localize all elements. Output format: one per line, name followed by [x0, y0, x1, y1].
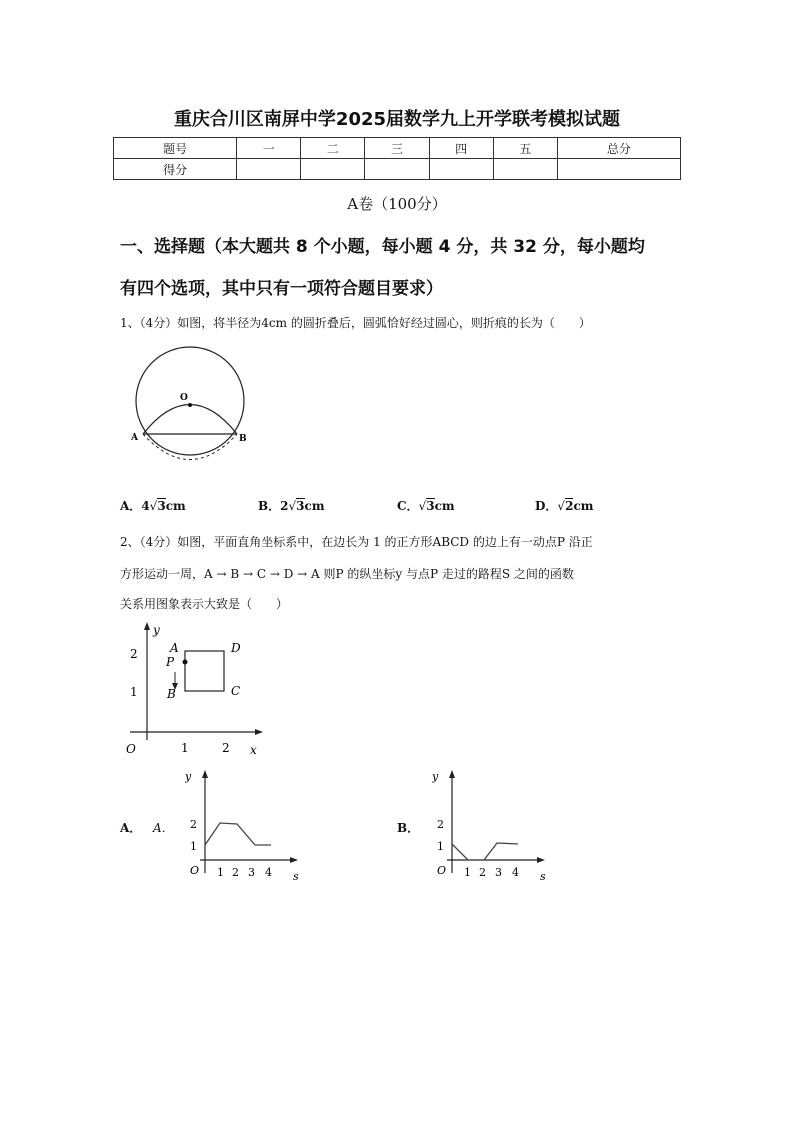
q2-option-a-graph — [185, 768, 305, 883]
center-point — [188, 403, 192, 407]
q1-option-b[interactable]: B．2√3cm — [258, 499, 325, 513]
q1-option-c[interactable]: C．√3cm — [397, 499, 455, 513]
x-tick: 2 — [479, 866, 486, 879]
header-cell: 题号 — [114, 138, 237, 159]
axis-label-x: s — [540, 870, 546, 883]
label-d: D — [231, 641, 241, 655]
q2-option-a-letter[interactable]: A． — [120, 821, 142, 835]
x-tick: 4 — [512, 866, 519, 879]
label-a: A — [131, 433, 138, 443]
square-abcd — [185, 651, 224, 691]
score-table-score-row — [114, 159, 681, 180]
q1-option-d[interactable]: D．√2cm — [535, 499, 594, 513]
y-axis-arrow — [449, 770, 455, 778]
section-heading-line1: 一、选择题（本大题共 8 个小题，每小题 4 分，共 32 分，每小题均 — [120, 237, 645, 257]
row-label: 得分 — [114, 159, 237, 180]
volume-heading: A卷（100分） — [347, 195, 447, 213]
x-tick: 3 — [248, 866, 255, 879]
point-p — [183, 660, 188, 665]
question-2-line1: 2、（4分）如图，平面直角坐标系中，在边长为 1 的正方形ABCD 的边上有一动点P 沿正 — [120, 535, 593, 549]
header-cell: 一 — [237, 138, 301, 159]
header-cell: 三 — [365, 138, 429, 159]
question-2-line2: 方形运动一周，A → B → C → D → A 则P 的纵坐标y 与点P 走过的路程S 之间的函数 — [120, 567, 574, 581]
label-p: P — [166, 655, 175, 669]
y-tick: 2 — [130, 647, 138, 661]
q1-option-a[interactable]: A．4√3cm — [120, 499, 186, 513]
score-table-header-row — [114, 138, 681, 159]
y-tick: 1 — [190, 840, 197, 853]
score-cell[interactable] — [301, 159, 365, 180]
q2-option-b-letter[interactable]: B． — [397, 821, 420, 835]
header-cell: 四 — [429, 138, 493, 159]
x-tick: 2 — [222, 741, 230, 755]
score-cell[interactable] — [365, 159, 429, 180]
x-tick: 2 — [232, 866, 239, 879]
q2-option-a-label: A． — [153, 821, 174, 835]
x-tick: 1 — [464, 866, 471, 879]
score-cell[interactable] — [237, 159, 301, 180]
q1-circle-figure — [125, 345, 255, 460]
axis-label-y: y — [185, 770, 192, 783]
question-2-line3: 关系用图象表示大致是（ ） — [120, 597, 289, 611]
axis-label-x: x — [250, 743, 257, 757]
origin-label: O — [437, 864, 447, 877]
question-1-text: 1、（4分）如图，将半径为4cm 的圆折叠后，圆弧恰好经过圆心，则折痕的长为（ ） — [120, 316, 591, 330]
page-title: 重庆合川区南屏中学2025届数学九上开学联考模拟试题 — [173, 109, 621, 130]
axis-label-y: y — [432, 770, 439, 783]
label-c: C — [231, 684, 241, 698]
origin-label: O — [190, 864, 200, 877]
fold-arc — [143, 405, 237, 435]
y-tick: 2 — [437, 818, 444, 831]
header-cell: 五 — [493, 138, 557, 159]
label-a: A — [170, 641, 179, 655]
hidden-arc — [143, 434, 237, 460]
label-b: B — [167, 687, 176, 701]
header-cell: 总分 — [557, 138, 680, 159]
score-table — [113, 137, 681, 180]
axis-label-x: s — [293, 870, 299, 883]
x-tick: 1 — [217, 866, 224, 879]
graph-line — [452, 843, 518, 860]
y-tick: 1 — [437, 840, 444, 853]
x-axis-arrow — [290, 857, 298, 863]
y-axis-arrow — [202, 770, 208, 778]
score-cell[interactable] — [493, 159, 557, 180]
label-b: B — [239, 434, 247, 444]
score-cell[interactable] — [557, 159, 680, 180]
label-o: O — [180, 393, 188, 403]
header-cell: 二 — [301, 138, 365, 159]
x-tick: 3 — [495, 866, 502, 879]
x-axis-arrow — [537, 857, 545, 863]
y-tick: 2 — [190, 818, 197, 831]
axis-label-y: y — [153, 623, 160, 637]
y-tick: 1 — [130, 685, 138, 699]
q2-option-b-graph — [432, 768, 552, 883]
section-heading-line2: 有四个选项，其中只有一项符合题目要求） — [120, 279, 443, 299]
circle — [136, 347, 244, 455]
y-axis-arrow — [144, 622, 150, 630]
score-cell[interactable] — [429, 159, 493, 180]
x-tick: 4 — [265, 866, 272, 879]
x-tick: 1 — [181, 741, 189, 755]
q2-square-figure — [120, 620, 270, 760]
graph-line — [205, 823, 271, 845]
x-axis-arrow — [255, 729, 263, 735]
origin-label: O — [126, 742, 136, 756]
